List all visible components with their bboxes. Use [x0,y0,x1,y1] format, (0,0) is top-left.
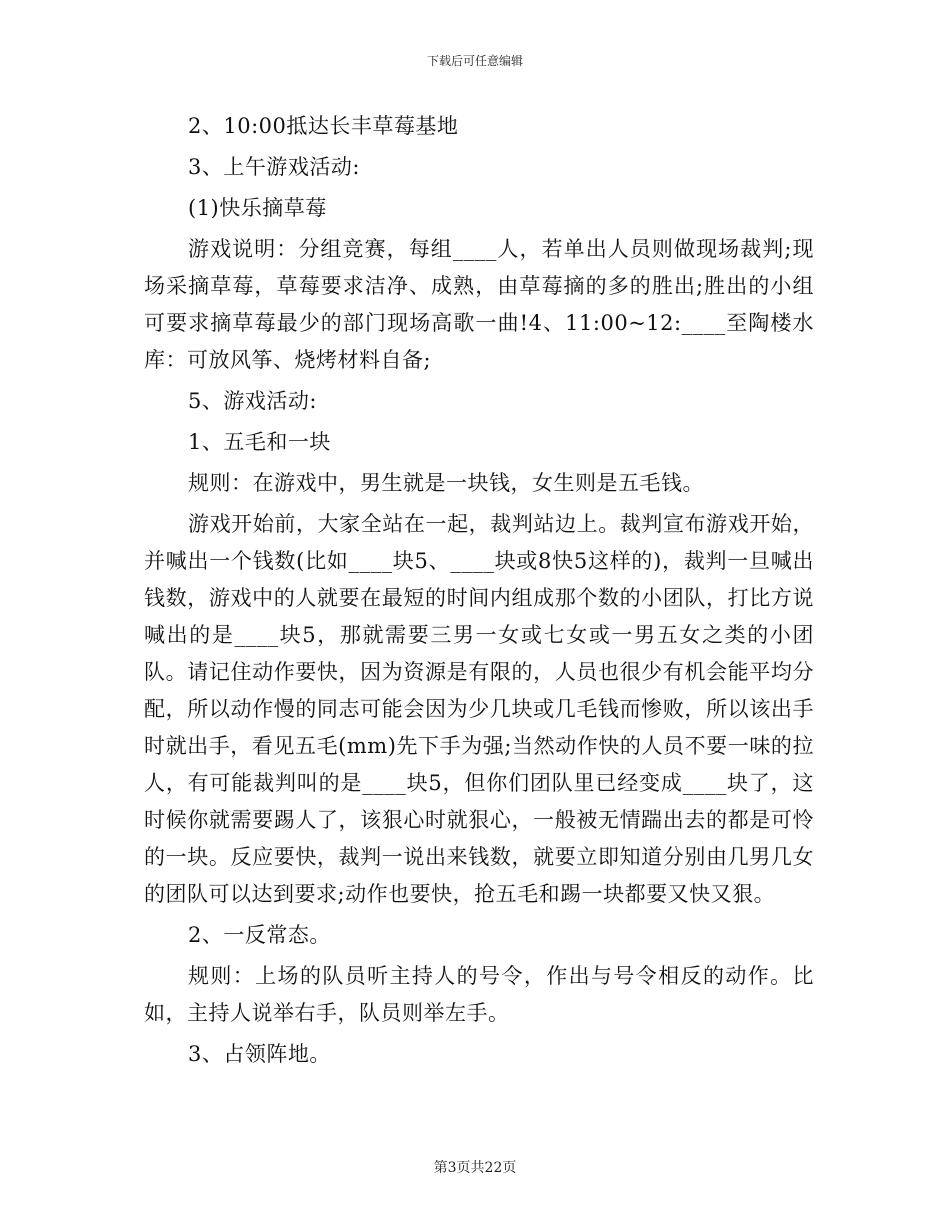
paragraph-arrival: 2、10:00抵达长丰草莓基地 [188,114,459,138]
paragraph-game-one-details: 游戏开始前，大家全站在一起，裁判站边上。裁判宣布游戏开始，并喊出一个钱数(比如____块5、____块或8快5这样的)，裁判一旦喊出钱数，游戏中的人就要在最短的时间内组成那个数的小团队，打比方说喊出的是____块5，那就需要三男一女或七女或一男五女之类的小团队。请记住动作要快，因为资源是有限的，人员也很少有机会能平均分配，所以动作慢的同志可能会因为少几块或几毛钱而惨败，所以该出手时就出手，看见五毛(mm)先下手为强;当然动作快的人员不要一味的拉人，有可能裁判叫的是____块5，但你们团队里已经变成____块了，这时候你就需要踢人了，该狠心时就狠心，一般被无情踹出去的都是可怜的一块。反应要快，裁判一说出来钱数，就要立即知道分别由几男几女的团队可以达到要求;动作也要快，抢五毛和踢一块都要又快又狠。 [144,512,814,906]
paragraph-game-one-title: 1、五毛和一块 [188,430,331,454]
paragraph-game-three-title: 3、占领阵地。 [188,1042,331,1066]
paragraph-game-activities: 5、游戏活动: [188,389,317,413]
paragraph-game-one-rules: 规则：在游戏中，男生就是一块钱，女生则是五毛钱。 [188,471,704,495]
paragraph-game-two-rules: 规则：上场的队员听主持人的号令，作出与号令相反的动作。比如，主持人说举右手，队员则举左手。 [144,964,814,1025]
paragraph-morning-games: 3、上午游戏活动: [188,155,360,179]
document-body [144,108,814,1077]
page-header: 下载后可任意编辑 [426,54,523,68]
paragraph-strawberry-picking: (1)快乐摘草莓 [188,196,327,220]
page-footer: 第3页共22页 [433,1160,517,1176]
paragraph-game-description: 游戏说明：分组竞赛，每组____人，若单出人员则做现场裁判;现场采摘草莓，草莓要求洁净、成熟，由草莓摘的多的胜出;胜出的小组可要求摘草莓最少的部门现场高歌一曲!4、11:00~12:____至陶楼水库：可放风筝、烧烤材料自备; [144,237,814,372]
paragraph-game-two-title: 2、一反常态。 [188,923,331,947]
